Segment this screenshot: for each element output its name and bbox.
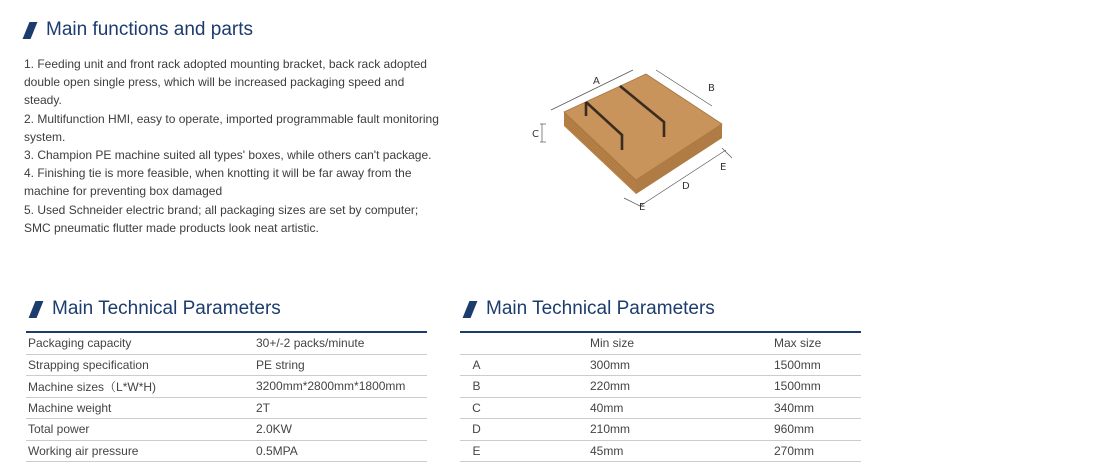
- section-heading-tech-params-left: [32, 298, 281, 320]
- table-row: [26, 419, 427, 441]
- feature-item: 2. Multifunction HMI, easy to operate, imported programmable fault monitoring system.: [24, 111, 439, 144]
- dimension-label: A: [460, 354, 493, 376]
- machine-params-table: [26, 331, 427, 462]
- param-name: Working air pressure: [26, 440, 256, 462]
- feature-item: 4. Finishing tie is more feasible, when knotting it will be far away from the machine for preventing box damaged: [24, 166, 412, 199]
- section-title: Main functions and parts: [46, 19, 254, 40]
- section-title: Main Technical Parameters: [486, 298, 715, 319]
- table-row: [460, 376, 861, 398]
- dimension-label-c: C: [532, 129, 539, 140]
- min-size: 300mm: [493, 354, 647, 376]
- table-row: [26, 397, 427, 419]
- min-size: 40mm: [493, 397, 647, 419]
- size-range-table: [460, 331, 861, 462]
- table-header-row: [460, 332, 861, 354]
- min-size: 45mm: [493, 440, 647, 462]
- param-value: 2.0KW: [256, 419, 427, 441]
- feature-item: 3. Champion PE machine suited all types' boxes, while others can't package.: [24, 148, 432, 163]
- max-size: 1500mm: [647, 376, 861, 398]
- table-row: [460, 440, 861, 462]
- param-value: 3200mm*2800mm*1800mm: [256, 376, 427, 398]
- column-header-max: Max size: [647, 332, 861, 354]
- table-row: [26, 376, 427, 398]
- table-row: [460, 354, 861, 376]
- max-size: 960mm: [647, 419, 861, 441]
- table-row: [460, 419, 861, 441]
- feature-item: 1. Feeding unit and front rack adopted mounting bracket, back rack adopted double open single press, which will be increased packaging speed and steady.: [24, 57, 427, 108]
- max-size: 270mm: [647, 440, 861, 462]
- param-name: Strapping specification: [26, 354, 256, 376]
- box-bundle-diagram-icon: [532, 68, 736, 218]
- max-size: 1500mm: [647, 354, 861, 376]
- param-value: 0.5MPA: [256, 440, 427, 462]
- param-value: PE string: [256, 354, 427, 376]
- column-header-label: [460, 332, 493, 354]
- table-row: [26, 332, 427, 354]
- param-name: Machine sizes（L*W*H): [26, 376, 256, 398]
- param-value: 30+/-2 packs/minute: [256, 332, 427, 354]
- dimension-label-b: B: [708, 83, 715, 94]
- param-name: Total power: [26, 419, 256, 441]
- table-row: [460, 397, 861, 419]
- feature-list: [24, 55, 444, 237]
- dimension-label-d: D: [682, 181, 690, 192]
- dimension-label: E: [460, 440, 493, 462]
- slash-icon: [23, 22, 38, 39]
- section-title: Main Technical Parameters: [52, 298, 281, 319]
- table-row: [26, 354, 427, 376]
- column-header-min: Min size: [493, 332, 647, 354]
- feature-item: 5. Used Schneider electric brand; all packaging sizes are set by computer; SMC pneumatic flutter made products look neat artistic.: [24, 202, 419, 235]
- param-value: 2T: [256, 397, 427, 419]
- dimension-label-e: E: [639, 202, 646, 213]
- min-size: 220mm: [493, 376, 647, 398]
- min-size: 210mm: [493, 419, 647, 441]
- section-heading-main-functions: [26, 19, 253, 41]
- dimension-label-e: E: [720, 162, 727, 173]
- table-row: [26, 440, 427, 462]
- slash-icon: [29, 301, 44, 318]
- dimension-label: B: [460, 376, 493, 398]
- dimension-label-a: A: [593, 76, 600, 87]
- dimension-label: C: [460, 397, 493, 419]
- slash-icon: [463, 301, 478, 318]
- param-name: Packaging capacity: [26, 332, 256, 354]
- section-heading-tech-params-right: [466, 298, 715, 320]
- dimension-label: D: [460, 419, 493, 441]
- max-size: 340mm: [647, 397, 861, 419]
- param-name: Machine weight: [26, 397, 256, 419]
